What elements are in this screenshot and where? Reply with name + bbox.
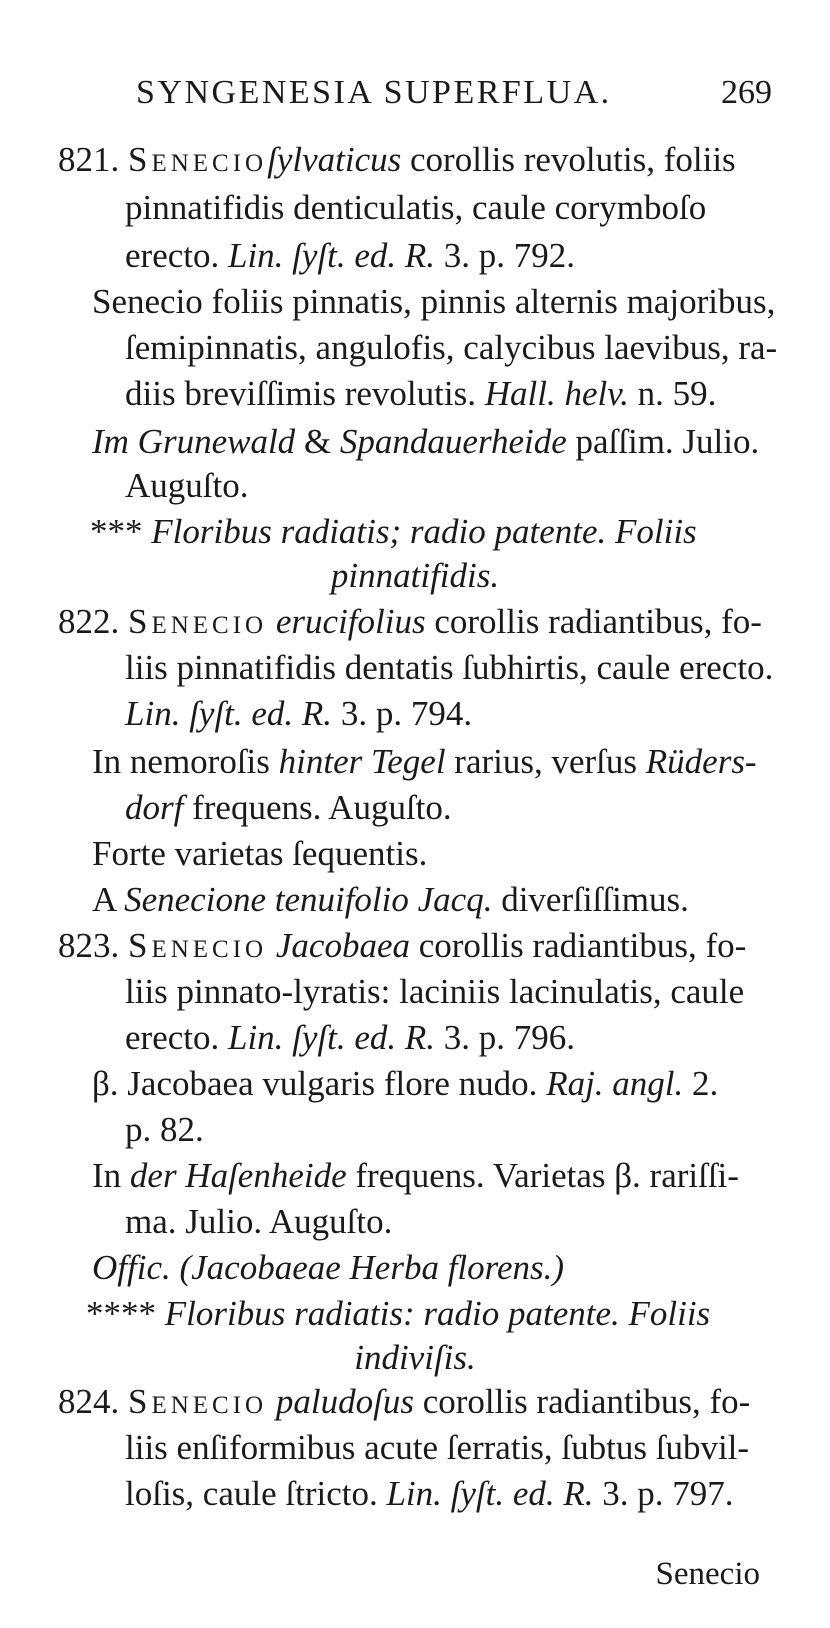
entry-text: frequens. Varietas β. rariſſi- [355,1156,739,1195]
entry-number: 821. [58,140,120,179]
reference-page: 2. [692,1064,719,1103]
entry-824-line-3 [125,1472,734,1516]
note-line-2 [92,878,689,922]
species-name: ſylvaticus [267,140,402,179]
running-title: SYNGENESIA SUPERFLUA. [136,74,612,111]
entry-text: erecto. [125,1018,220,1057]
section-stars: **** [86,1294,156,1333]
species-name: paludoſus [275,1382,414,1421]
variety-line-2: p. 82. [125,1110,204,1149]
entry-text: corollis revolutis, foliis [410,140,736,179]
entry-824-line-2: liis enſiformibus acute ſerratis, ſubtus ſubvil- [125,1428,750,1467]
entry-text: & [303,422,332,461]
synonym-line-3 [125,372,716,416]
entry-text: paſſim. Julio. [575,422,760,461]
reference: Lin. ſyſt. ed. R. [227,236,436,275]
species-name: erucifolius [275,602,426,641]
entry-823-line-3 [125,1016,575,1060]
entry-822-line-1 [58,600,762,644]
place-name: Spandauerheide [339,422,567,461]
locality-line-1 [92,1154,739,1198]
variety-line-1 [92,1062,718,1106]
entry-text: corollis radiantibus, fo- [434,602,762,641]
officinal-name: Offic. (Jacobaeae Herba florens.) [92,1248,565,1287]
locality-line-2: ma. Julio. Auguſto. [125,1202,393,1241]
reference: Lin. ſyſt. ed. R. [125,694,333,733]
entry-821-line-1 [58,138,736,182]
species-reference: Senecione tenuifolio Jacq. [124,880,493,919]
reference-page: 3. p. 794. [340,694,473,733]
entry-text: loſis, caule ſtricto. [125,1474,378,1513]
entry-text: corollis radiantibus, fo- [422,1382,751,1421]
locality-line-2: Auguſto. [125,466,249,505]
entry-text: diverſiſſimus. [501,880,689,919]
entry-text: In nemoroſis [92,742,270,781]
genus-name: Senecio [128,602,268,641]
reference: Lin. ſyſt. ed. R. [386,1474,594,1513]
genus-name: Senecio [128,1382,268,1421]
reference-page: n. 59. [637,374,717,413]
entry-number: 824. [58,1382,120,1421]
entry-text: β. Jacobaea vulgaris flore nudo. [92,1064,538,1103]
locality-line-1 [92,740,757,784]
entry-text: diis breviſſimis revolutis. [125,374,476,413]
place-name: dorf [125,788,184,827]
officinal-line [92,1246,564,1290]
entry-822-line-3 [125,692,472,736]
entry-823-line-1 [58,924,746,968]
species-name: Jacobaea [275,926,410,965]
entry-821-line-2: pinnatifidis denticulatis, caule corymboſo [125,188,707,227]
place-name: hinter Tegel [278,742,446,781]
section-heading: indiviſis. [354,1338,476,1377]
section-heading: Floribus radiatis: radio patente. Foliis [164,1294,711,1333]
synonym-line-2: ſemipinnatis, angulofis, calycibus laevibus, ra- [125,328,778,367]
entry-text: frequens. Auguſto. [192,788,452,827]
entry-text: A [92,880,116,919]
entry-822-line-2: liis pinnatifidis dentatis ſubhirtis, caule erecto. [125,648,774,687]
reference: Raj. angl. [546,1064,684,1103]
reference: Hall. helv. [484,374,629,413]
locality-line-2 [125,786,452,830]
section-heading-line-1 [90,510,697,554]
reference-page: 3. p. 797. [602,1474,734,1513]
catchword: Senecio [655,1556,760,1592]
entry-821-line-3 [125,234,575,278]
reference: Lin. ſyſt. ed. R. [227,1018,436,1057]
synonym-line-1: Senecio foliis pinnatis, pinnis alternis majoribus, [92,282,776,321]
reference-page: 3. p. 796. [443,1018,576,1057]
genus-name: Senecio [128,140,268,179]
entry-text: corollis radiantibus, fo- [418,926,747,965]
locality-line-1 [92,420,759,464]
page-number: 269 [721,74,772,111]
place-name: Im Grunewald [92,422,296,461]
section-heading-line-2 [0,1336,830,1380]
place-name: Rüders- [645,742,757,781]
section-heading: Floribus radiatis; radio patente. Foliis [151,512,697,551]
entry-text: rarius, verſus [454,742,638,781]
section-heading-line-2 [0,554,830,598]
entry-number: 822. [58,602,120,641]
section-heading: pinnatifidis. [330,556,500,595]
section-heading-line-1 [86,1292,710,1336]
genus-name: Senecio [128,926,268,965]
entry-number: 823. [58,926,120,965]
entry-text: In [92,1156,122,1195]
reference-page: 3. p. 792. [443,236,576,275]
entry-823-line-2: liis pinnato-lyratis: laciniis lacinulatis, caule [125,972,745,1011]
note-line-1: Forte varietas ſequentis. [92,834,428,873]
section-stars: *** [90,512,143,551]
entry-824-line-1 [58,1380,750,1424]
entry-text: erecto. [125,236,220,275]
place-name: der Haſenheide [129,1156,347,1195]
